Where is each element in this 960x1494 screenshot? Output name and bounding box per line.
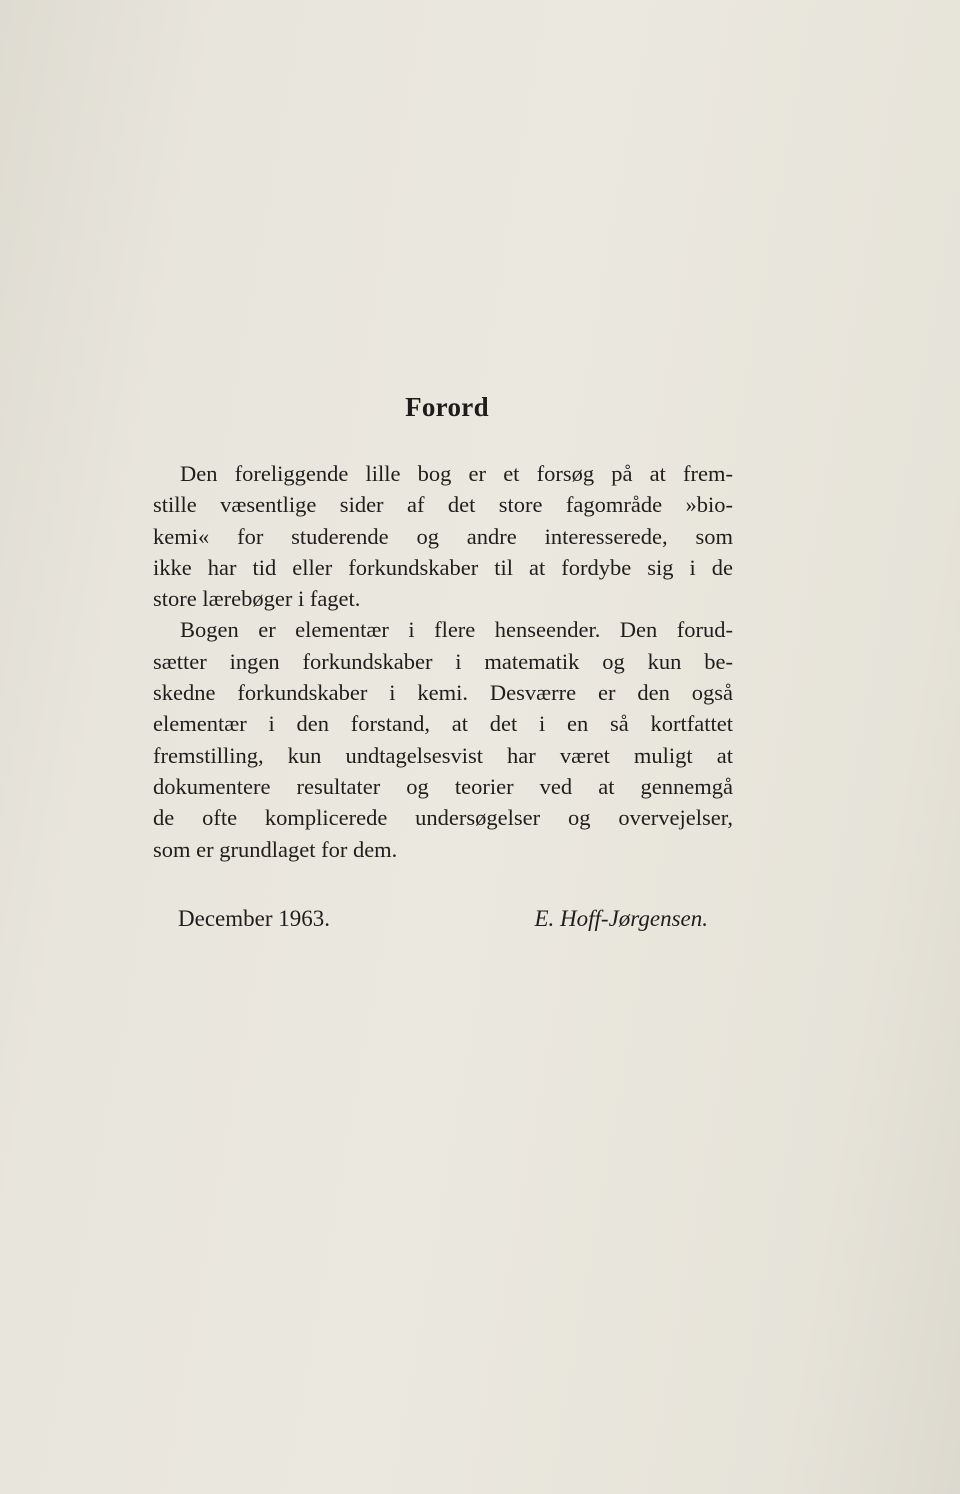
text-line: kemi« for studerende og andre interesserede, som: [153, 523, 733, 549]
text-line: som er grundlaget for dem.: [153, 836, 398, 862]
text-line: ikke har tid eller forkundskaber til at fordybe sig i de: [153, 554, 733, 580]
text-line: store lærebøger i faget.: [153, 586, 361, 612]
text-line: elementær i den forstand, at det i en så kortfattet: [153, 711, 733, 737]
date-text: December 1963.: [178, 906, 330, 931]
paragraph-2: [153, 614, 733, 864]
text-line: Bogen er elementær i flere henseender. Den forud-: [180, 617, 733, 643]
signature-row: [178, 906, 708, 940]
text-line: Den foreliggende lille bog er et forsøg på at frem-: [180, 461, 733, 486]
text-line: skedne forkundskaber i kemi. Desværre er den også: [153, 680, 733, 706]
text-line: de ofte komplicerede undersøgelser og overvejelser,: [153, 805, 733, 831]
text-line: sætter ingen forkundskaber i matematik og kun be-: [153, 648, 733, 674]
text-line: stille væsentlige sider af det store fagområde »bio-: [153, 492, 733, 518]
text-line: dokumentere resultater og teorier ved at gennemgå: [153, 773, 733, 799]
author-name: E. Hoff-Jørgensen.: [534, 906, 708, 931]
preface-body: [153, 458, 733, 865]
paragraph-1: [153, 458, 733, 614]
text-line: fremstilling, kun undtagelsesvist har været muligt at: [153, 742, 733, 768]
page-title: Forord: [405, 392, 489, 422]
